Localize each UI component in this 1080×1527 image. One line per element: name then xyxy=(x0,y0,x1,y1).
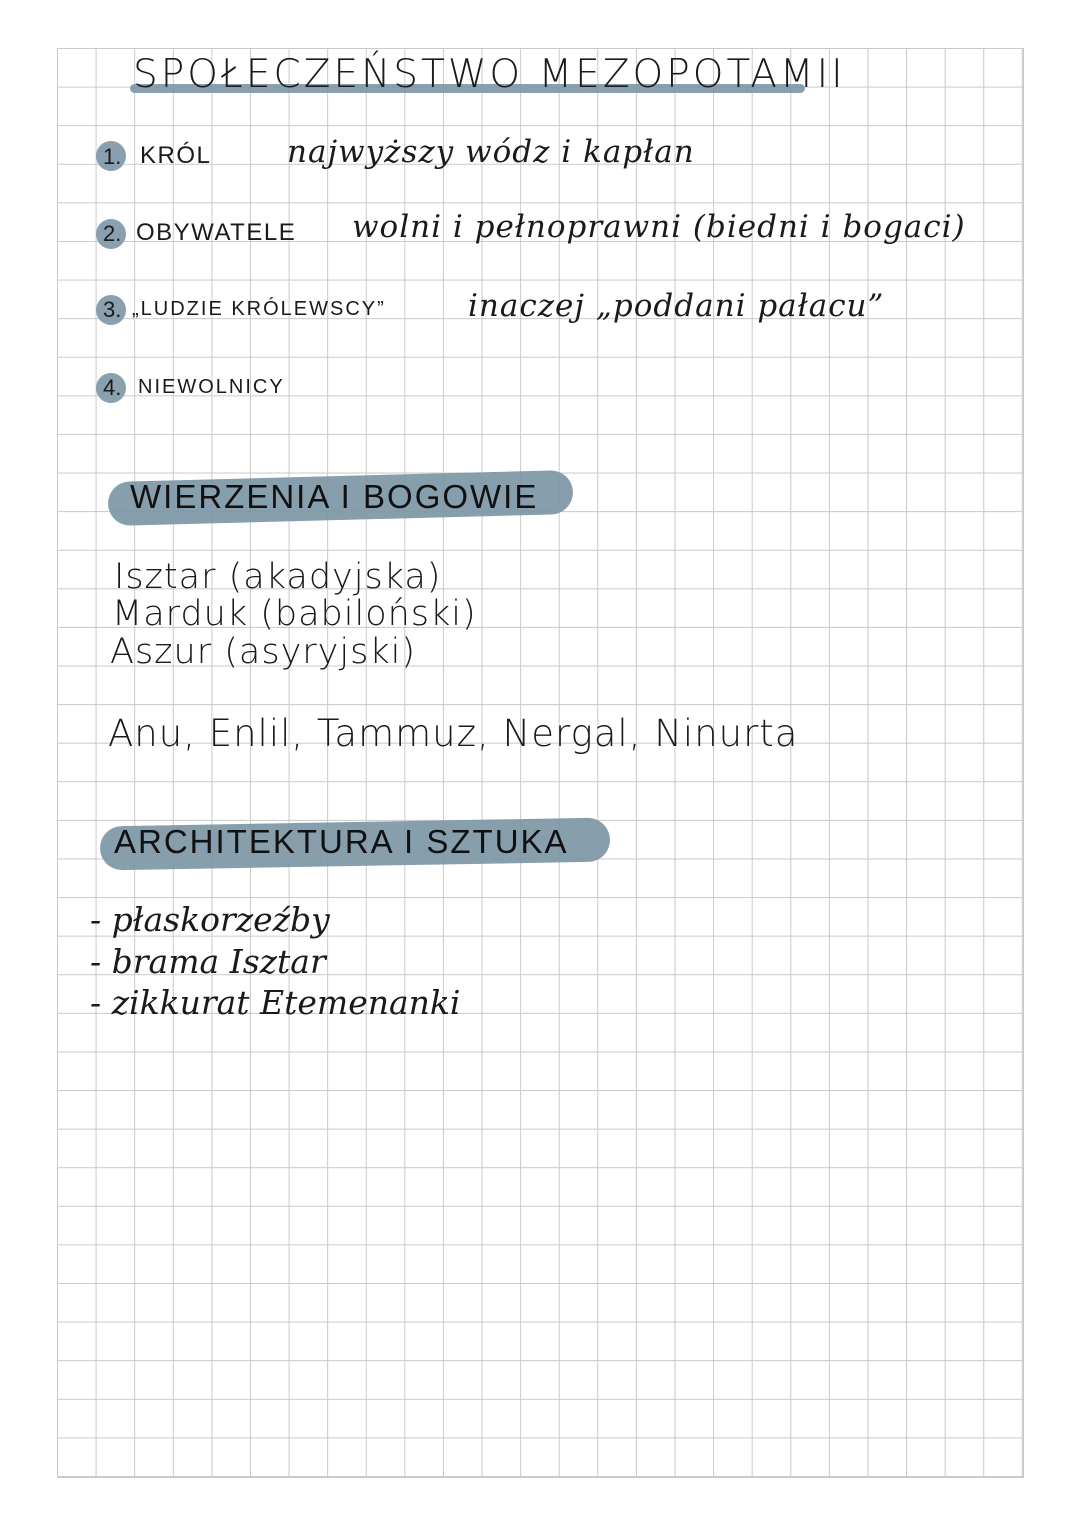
art-item: - zikkurat Etemenanki xyxy=(90,983,461,1022)
item-name-slaves: NIEWOLNICY xyxy=(138,376,285,398)
item-name-king: KRÓL xyxy=(140,142,212,169)
item-name-citizens: OBYWATELE xyxy=(136,219,297,246)
item-desc-king: najwyższy wódz i kapłan xyxy=(287,134,695,170)
item-number: 2. xyxy=(103,221,122,246)
item-number: 1. xyxy=(103,144,122,169)
item-number: 4. xyxy=(103,375,122,400)
page-title: SPOŁECZEŃSTWO MEZOPOTAMII xyxy=(133,52,846,97)
grid-paper xyxy=(57,48,1024,1478)
section-heading-beliefs: WIERZENIA I BOGOWIE xyxy=(130,478,539,515)
section-heading-architecture: ARCHITEKTURA I SZTUKA xyxy=(114,823,569,860)
god-line: Marduk (babiloński) xyxy=(112,594,477,634)
art-item: - brama Isztar xyxy=(90,942,326,981)
god-line: Isztar (akadyjska) xyxy=(114,557,442,597)
item-desc-royal-people: inaczej „poddani pałacu” xyxy=(468,288,885,324)
other-gods-line: Anu, Enlil, Tammuz, Nergal, Ninurta xyxy=(108,712,799,755)
god-line: Aszur (asyryjski) xyxy=(110,632,417,672)
art-item: - płaskorzeźby xyxy=(90,900,330,939)
item-number: 3. xyxy=(103,297,122,322)
item-desc-citizens: wolni i pełnoprawni (biedni i bogaci) xyxy=(352,209,966,245)
item-name-royal-people: „LUDZIE KRÓLEWSCY” xyxy=(132,298,386,320)
